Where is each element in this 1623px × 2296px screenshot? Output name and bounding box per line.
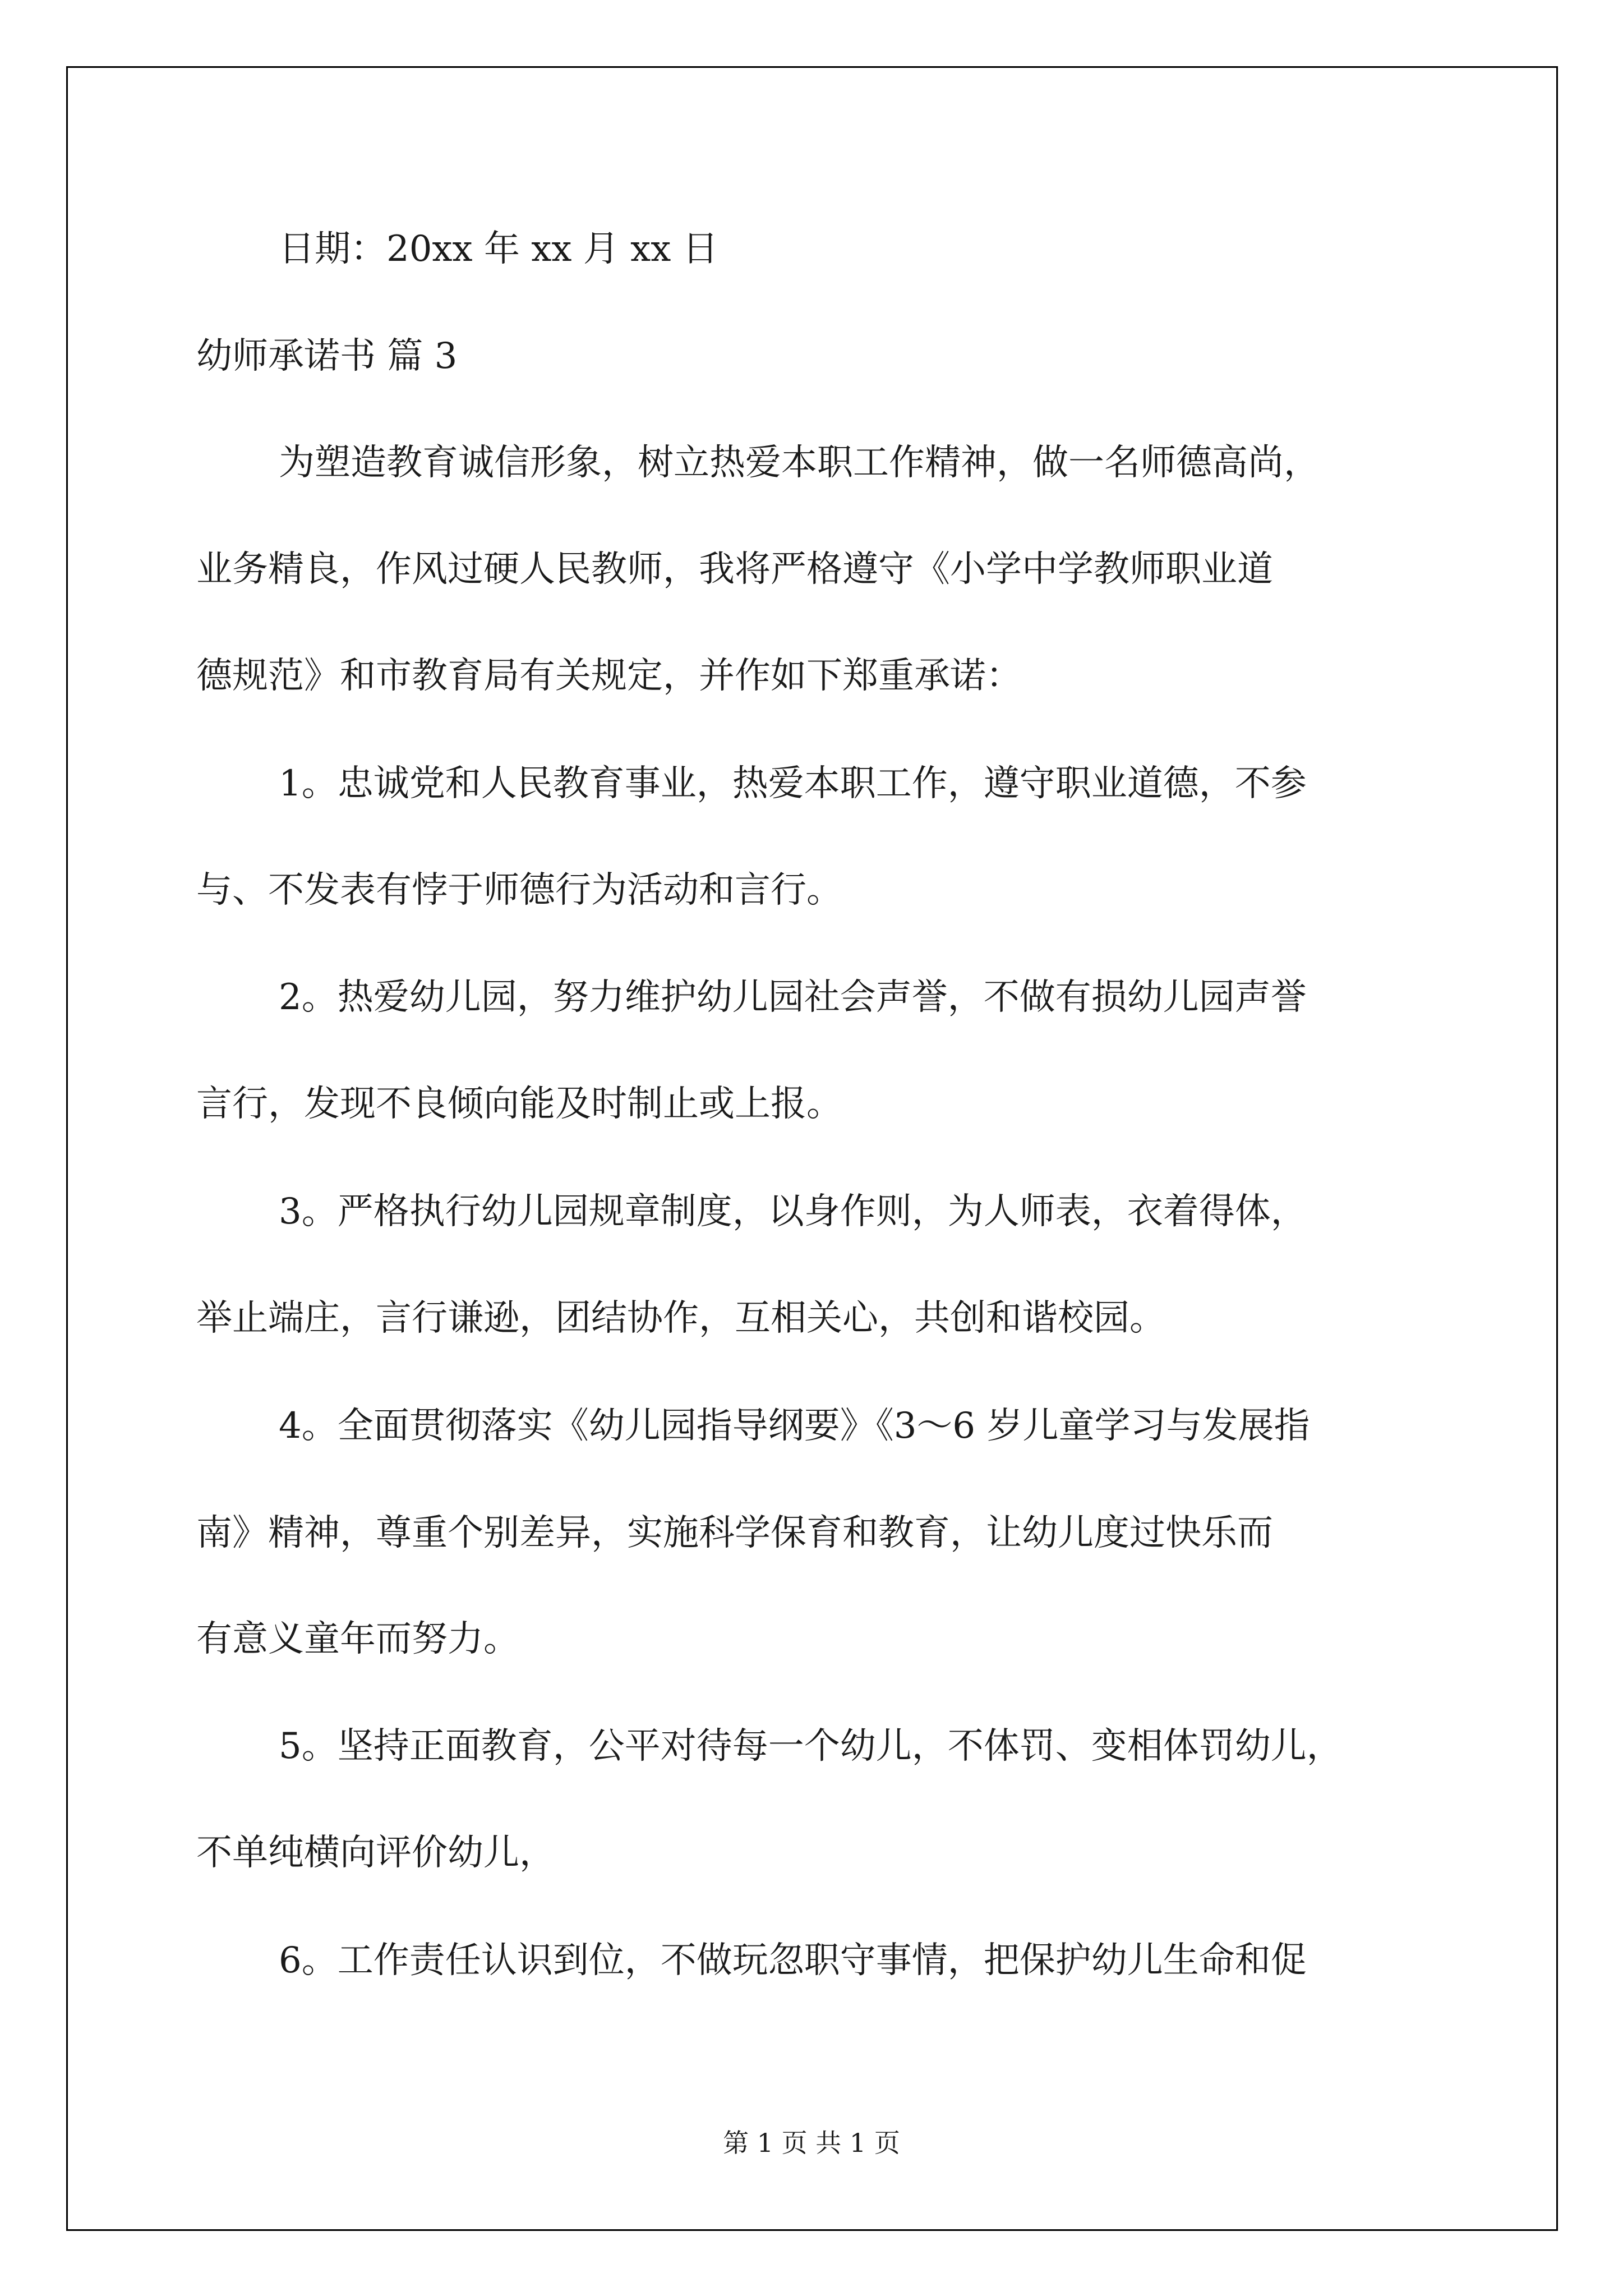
page-footer: 第 1 页 共 1 页: [723, 2128, 900, 2158]
item-4-line-2: 南》精神，尊重个别差异，实施科学保育和教育，让幼儿度过快乐而: [196, 1512, 1273, 1554]
item-5-line-2: 不单纯横向评价幼儿，: [196, 1832, 555, 1874]
item-3-line-2: 举止端庄，言行谦逊，团结协作，互相关心，共创和谐校园。: [196, 1297, 1165, 1339]
page-border: [66, 66, 1558, 2231]
intro-line-1: 为塑造教育诚信形象，树立热爱本职工作精神，做一名师德高尚，: [279, 442, 1320, 484]
item-1-line-2: 与、不发表有悖于师德行为活动和言行。: [196, 869, 842, 911]
item-3-line-1: 3。严格执行幼儿园规章制度，以身作则，为人师表，衣着得体，: [279, 1191, 1307, 1232]
item-4-line-1: 4。全面贯彻落实《幼儿园指导纲要》《3～6 岁儿童学习与发展指: [279, 1405, 1310, 1447]
item-5-line-1: 5。坚持正面教育，公平对待每一个幼儿，不体罚、变相体罚幼儿，: [279, 1726, 1343, 1767]
date-line: 日期：20xx 年 xx 月 xx 日: [279, 228, 718, 270]
item-2-line-2: 言行，发现不良倾向能及时制止或上报。: [196, 1083, 842, 1125]
item-1-line-1: 1。忠诚党和人民教育事业，热爱本职工作，遵守职业道德，不参: [279, 763, 1307, 804]
item-2-line-1: 2。热爱幼儿园，努力维护幼儿园社会声誉，不做有损幼儿园声誉: [279, 977, 1307, 1018]
intro-line-2: 业务精良，作风过硬人民教师，我将严格遵守《小学中学教师职业道: [196, 549, 1273, 590]
item-4-line-3: 有意义童年而努力。: [196, 1618, 519, 1660]
intro-line-3: 德规范》和市教育局有关规定，并作如下郑重承诺：: [196, 655, 1022, 697]
item-6-line-1: 6。工作责任认识到位，不做玩忽职守事情，把保护幼儿生命和促: [279, 1940, 1307, 1981]
section-title: 幼师承诺书 篇 3: [196, 335, 458, 377]
